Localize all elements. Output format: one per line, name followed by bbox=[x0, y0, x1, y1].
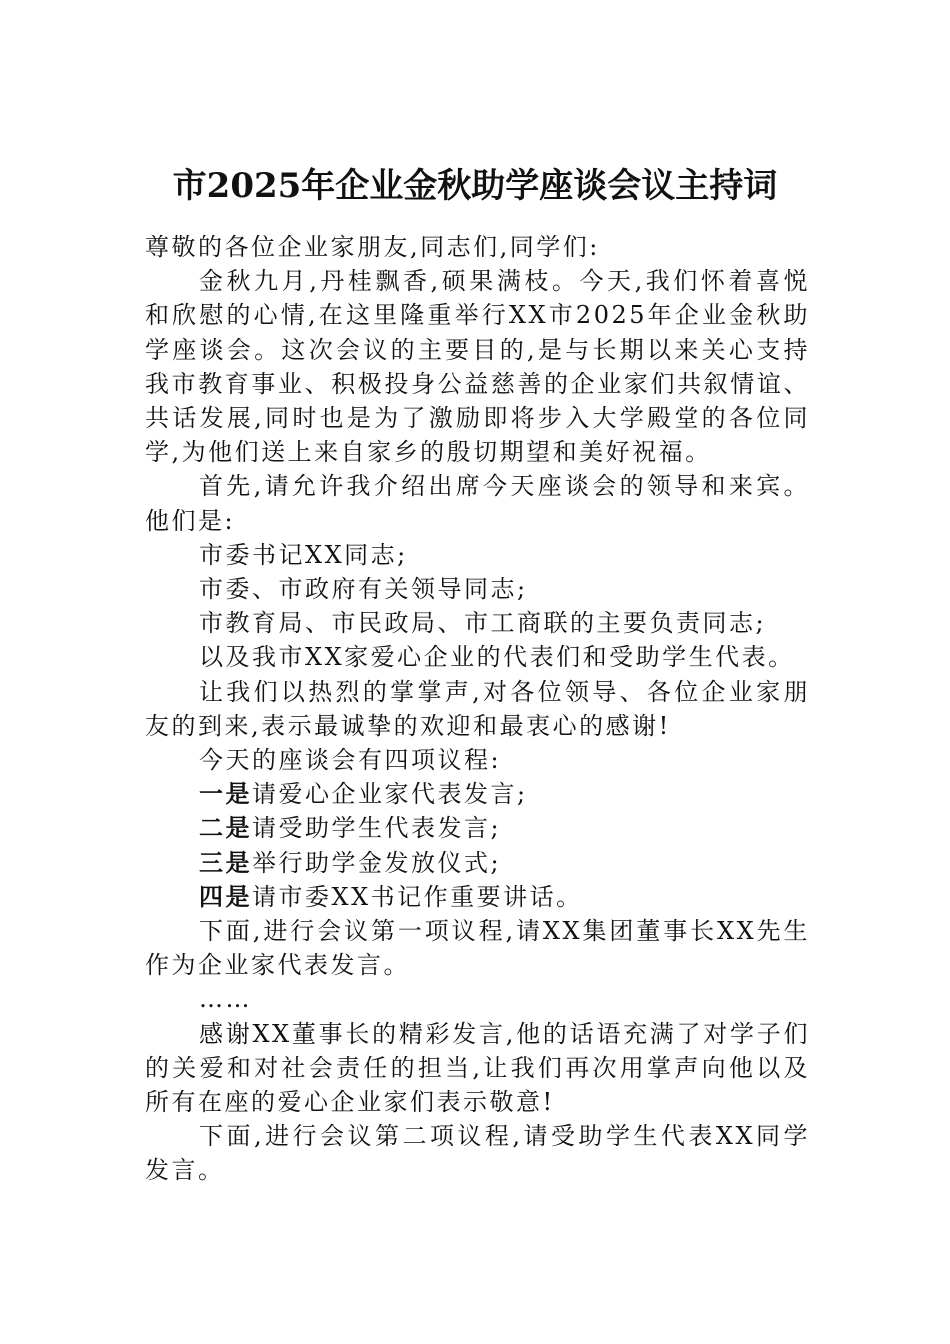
guest-line: 市委书记XX同志; bbox=[199, 540, 408, 569]
agenda-item-text: 请市委XX书记作重要讲话。 bbox=[252, 882, 583, 911]
agenda-item-text: 请受助学生代表发言; bbox=[252, 814, 502, 843]
agenda-item-text: 请爱心企业家代表发言; bbox=[252, 780, 528, 809]
guest-line: 市委、市政府有关领导同志; bbox=[199, 575, 528, 604]
paragraph-intro: 金秋九月,丹桂飘香,硕果满枝。今天,我们怀着喜悦和欣慰的心情,在这里隆重举行XX市2025年企业金秋助学座谈会。这次会议的主要目的,是与长期以来关心支持我市教育事业、积极投身公益慈善的企业家们共叙情谊、共话发展,同时也是为了激励即将步入大学殿堂的各位同学,为他们送上来自家乡的殷切期望和美好祝福。 bbox=[145, 267, 810, 467]
paragraph-first-item: 下面,进行会议第一项议程,请XX集团董事长XX先生作为企业家代表发言。 bbox=[145, 917, 810, 980]
agenda-item-lead: 二是 bbox=[199, 813, 252, 843]
paragraph-thanks: 感谢XX董事长的精彩发言,他的话语充满了对学子们的关爱和对社会责任的担当,让我们再次用掌声向他以及所有在座的爱心企业家们表示敬意! bbox=[145, 1019, 810, 1117]
agenda-item-lead: 四是 bbox=[199, 881, 252, 911]
guest-line: 市教育局、市民政局、市工商联的主要负责同志; bbox=[199, 609, 767, 638]
document-title: 市2025年企业金秋助学座谈会议主持词 bbox=[172, 166, 778, 206]
agenda-item bbox=[145, 777, 810, 811]
paragraph-second-item: 下面,进行会议第二项议程,请受助学生代表XX同学发言。 bbox=[145, 1122, 810, 1185]
paragraph-welcome: 让我们以热烈的掌掌声,对各位领导、各位企业家朋友的到来,表示最诚挚的欢迎和最衷心的感谢! bbox=[145, 677, 810, 740]
paragraph-agenda-intro: 今天的座谈会有四项议程: bbox=[199, 746, 502, 775]
agenda-item-text: 举行助学金发放仪式; bbox=[252, 848, 502, 877]
agenda-item bbox=[145, 811, 810, 845]
paragraph-guests-intro: 首先,请允许我介绍出席今天座谈会的领导和来宾。他们是: bbox=[145, 472, 810, 535]
agenda-item bbox=[145, 846, 810, 880]
salutation: 尊敬的各位企业家朋友,同志们,同学们: bbox=[145, 233, 600, 261]
agenda-item-lead: 一是 bbox=[199, 779, 252, 809]
agenda-item bbox=[145, 880, 810, 914]
guest-line: 以及我市XX家爱心企业的代表们和受助学生代表。 bbox=[199, 643, 795, 672]
document-body bbox=[145, 230, 810, 1188]
agenda-item-lead: 三是 bbox=[199, 847, 252, 877]
ellipsis-line: …… bbox=[199, 985, 252, 1014]
